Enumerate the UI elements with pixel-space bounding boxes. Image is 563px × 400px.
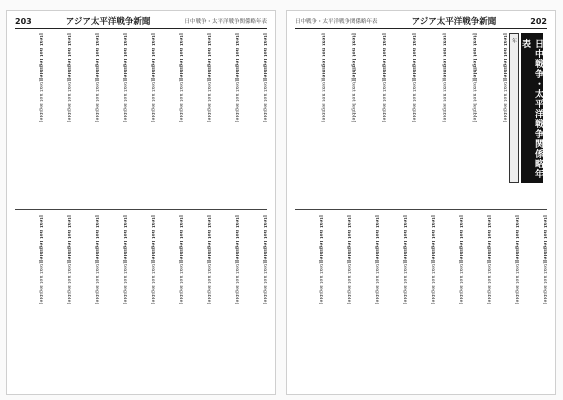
chronology-column <box>45 215 71 387</box>
chronology-column <box>157 215 183 387</box>
right-page-title: アジア太平洋戦争新聞 <box>411 17 497 27</box>
chronology-year: [text not legible] <box>501 33 507 81</box>
chronology-year: [text not legible] <box>402 215 407 263</box>
left-mid-rule <box>15 209 267 210</box>
chronology-column <box>297 33 325 203</box>
chronology-year: [text not legible] <box>206 215 211 263</box>
chronology-year: [text not legible] <box>234 33 239 81</box>
chronology-column <box>353 215 379 387</box>
chronology-column <box>325 215 351 387</box>
right-page <box>286 10 556 395</box>
chronology-column <box>493 215 519 387</box>
chronology-entry-text: [text not legible] <box>411 80 417 123</box>
right-head-rule <box>295 28 547 29</box>
chronology-year: [text not legible] <box>350 33 356 81</box>
chronology-entry-text: [text not legible] <box>234 80 239 123</box>
chronology-entry-text: [text not legible] <box>122 80 127 123</box>
chronology-column <box>101 215 127 387</box>
chronology-entry-text: [text not legible] <box>38 262 43 305</box>
chronology-entry-text: [text not legible] <box>374 262 379 305</box>
chronology-column <box>45 33 71 203</box>
chronology-year: [text not legible] <box>122 215 127 263</box>
chronology-entry-text: [text not legible] <box>320 80 326 123</box>
chronology-entry-text: [text not legible] <box>380 80 386 123</box>
chronology-year: [text not legible] <box>150 215 155 263</box>
chronology-column <box>409 215 435 387</box>
chronology-column <box>185 33 211 203</box>
left-page-subtitle: 日中戦争・太平洋戦争関係略年表 <box>184 19 267 25</box>
chronology-year: [text not legible] <box>94 215 99 263</box>
chronology-entry-text: [text not legible] <box>542 262 547 305</box>
section-title-band: 日中戦争・太平洋戦争関係略年表 <box>521 33 543 183</box>
chronology-entry-text: [text not legible] <box>262 262 267 305</box>
chronology-entry-text: [text not legible] <box>122 262 127 305</box>
chronology-column <box>101 33 127 203</box>
chronology-column <box>521 215 547 387</box>
chronology-column <box>327 33 355 203</box>
chronology-year: [text not legible] <box>430 215 435 263</box>
left-page-title: アジア太平洋戦争新聞 <box>65 17 151 27</box>
chronology-year: [text not legible] <box>38 33 43 81</box>
left-page <box>6 10 276 395</box>
chronology-entry-text: [text not legible] <box>150 80 155 123</box>
left-page-number: 203 <box>15 16 32 26</box>
chronology-year: [text not legible] <box>471 33 477 81</box>
chronology-year: [text not legible] <box>178 215 183 263</box>
chronology-column <box>479 33 507 203</box>
section-subtitle-box: 年 <box>509 33 519 183</box>
chronology-year: [text not legible] <box>122 33 127 81</box>
chronology-column <box>418 33 446 203</box>
chronology-entry-text: [text not legible] <box>178 80 183 123</box>
chronology-column <box>437 215 463 387</box>
chronology-entry-text: [text not legible] <box>458 262 463 305</box>
chronology-year: [text not legible] <box>380 33 386 81</box>
chronology-year: [text not legible] <box>150 33 155 81</box>
right-page-number: 202 <box>530 16 547 26</box>
right-running-head <box>295 15 547 27</box>
chronology-year: [text not legible] <box>320 33 326 81</box>
chronology-entry-text: [text not legible] <box>402 262 407 305</box>
chronology-column <box>213 215 239 387</box>
chronology-entry-text: [text not legible] <box>66 262 71 305</box>
chronology-year: [text not legible] <box>66 33 71 81</box>
chronology-entry-text: [text not legible] <box>66 80 71 123</box>
chronology-column <box>241 33 267 203</box>
chronology-column <box>129 215 155 387</box>
chronology-year: [text not legible] <box>318 215 323 263</box>
chronology-entry-text: [text not legible] <box>430 262 435 305</box>
chronology-year: [text not legible] <box>178 33 183 81</box>
chronology-column <box>297 215 323 387</box>
chronology-entry-text: [text not legible] <box>150 262 155 305</box>
chronology-year: [text not legible] <box>234 215 239 263</box>
chronology-entry-text: [text not legible] <box>206 262 211 305</box>
chronology-column <box>17 215 43 387</box>
chronology-column <box>73 33 99 203</box>
chronology-year: [text not legible] <box>262 33 267 81</box>
chronology-column <box>448 33 476 203</box>
chronology-column <box>129 33 155 203</box>
chronology-year: [text not legible] <box>66 215 71 263</box>
chronology-column <box>17 33 43 203</box>
right-mid-rule <box>295 209 547 210</box>
chronology-year: [text not legible] <box>514 215 519 263</box>
chronology-entry-text: [text not legible] <box>350 80 356 123</box>
chronology-entry-text: [text not legible] <box>346 262 351 305</box>
chronology-year: [text not legible] <box>441 33 447 81</box>
left-head-rule <box>15 28 267 29</box>
left-running-head <box>15 15 267 27</box>
chronology-year: [text not legible] <box>38 215 43 263</box>
chronology-entry-text: [text not legible] <box>94 80 99 123</box>
chronology-year: [text not legible] <box>206 33 211 81</box>
chronology-year: [text not legible] <box>346 215 351 263</box>
chronology-column <box>381 215 407 387</box>
right-page-subtitle: 日中戦争・太平洋戦争関係略年表 <box>295 19 378 25</box>
chronology-entry-text: [text not legible] <box>38 80 43 123</box>
chronology-column <box>241 215 267 387</box>
chronology-entry-text: [text not legible] <box>471 80 477 123</box>
chronology-column <box>73 215 99 387</box>
chronology-column <box>185 215 211 387</box>
chronology-entry-text: [text not legible] <box>94 262 99 305</box>
chronology-column <box>157 33 183 203</box>
chronology-column <box>465 215 491 387</box>
chronology-entry-text: [text not legible] <box>178 262 183 305</box>
chronology-year: [text not legible] <box>262 215 267 263</box>
chronology-column <box>358 33 386 203</box>
chronology-entry-text: [text not legible] <box>441 80 447 123</box>
chronology-entry-text: [text not legible] <box>318 262 323 305</box>
chronology-entry-text: [text not legible] <box>501 80 507 123</box>
chronology-column <box>213 33 239 203</box>
chronology-year: [text not legible] <box>94 33 99 81</box>
chronology-year: [text not legible] <box>542 215 547 263</box>
chronology-entry-text: [text not legible] <box>262 80 267 123</box>
chronology-year: [text not legible] <box>486 215 491 263</box>
chronology-entry-text: [text not legible] <box>514 262 519 305</box>
chronology-year: [text not legible] <box>374 215 379 263</box>
chronology-entry-text: [text not legible] <box>486 262 491 305</box>
chronology-column <box>388 33 416 203</box>
chronology-year: [text not legible] <box>458 215 463 263</box>
chronology-year: [text not legible] <box>411 33 417 81</box>
chronology-entry-text: [text not legible] <box>206 80 211 123</box>
chronology-entry-text: [text not legible] <box>234 262 239 305</box>
